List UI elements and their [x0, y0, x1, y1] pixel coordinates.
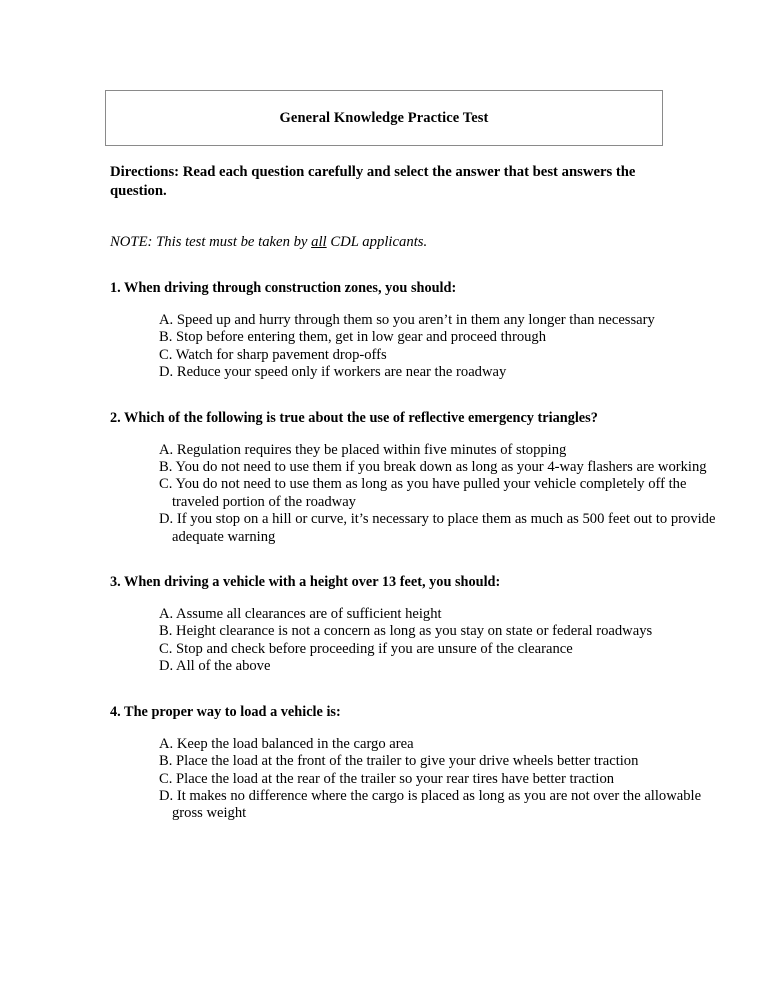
question-text: 2. Which of the following is true about the use of reflective emergency triangles? [110, 409, 598, 426]
note-suffix: CDL applicants. [326, 234, 428, 250]
page-title: General Knowledge Practice Test [279, 109, 489, 126]
answer-options-list [110, 297, 658, 382]
document-body [110, 163, 716, 823]
question-block [110, 546, 658, 676]
answer-option[interactable]: B. Stop before entering them, get in low gear and proceed through [159, 329, 547, 346]
title-box [105, 90, 663, 146]
answer-option[interactable]: C. Stop and check before proceeding if you are unsure of the clearance [159, 640, 573, 657]
answer-option[interactable]: C. Watch for sharp pavement drop-offs [159, 346, 387, 363]
answer-option[interactable]: A. Keep the load balanced in the cargo area [159, 735, 414, 752]
answer-option[interactable]: D. If you stop on a hill or curve, it’s necessary to place them as much as 500 feet out to provide adequate warning [159, 511, 716, 545]
answer-option[interactable]: D. Reduce your speed only if workers are near the roadway [159, 364, 507, 381]
answer-options-list [110, 427, 716, 546]
answer-option[interactable]: B. Height clearance is not a concern as long as you stay on state or federal roadways [159, 623, 653, 640]
question-block [110, 252, 658, 382]
note-paragraph [110, 201, 658, 252]
answer-option[interactable]: B. Place the load at the front of the trailer to give your drive wheels better traction [159, 753, 639, 770]
answer-option[interactable]: C. Place the load at the rear of the trailer so your rear tires have better traction [159, 770, 615, 787]
question-block [110, 382, 716, 546]
answer-option[interactable]: C. You do not need to use them as long as you have pulled your vehicle completely off the traveled portion of the roadway [159, 476, 687, 510]
note-emphasis: all [311, 234, 327, 250]
question-text: 3. When driving a vehicle with a height over 13 feet, you should: [110, 574, 501, 591]
answer-option[interactable]: A. Regulation requires they be placed within five minutes of stopping [159, 441, 567, 458]
directions-paragraph: Directions: Read each question carefully and select the answer that best answers the question. [110, 164, 636, 199]
answer-options-list [110, 721, 702, 823]
answer-option[interactable]: D. It makes no difference where the cargo is placed as long as you are not over the allowable gross weight [159, 787, 702, 822]
answer-option[interactable]: D. All of the above [159, 658, 271, 675]
answer-option[interactable]: A. Assume all clearances are of sufficient height [159, 606, 442, 623]
note-prefix: NOTE: This test must be taken by [110, 234, 312, 250]
question-text: 1. When driving through construction zones, you should: [110, 280, 457, 296]
answer-option[interactable]: B. You do not need to use them if you break down as long as your 4-way flashers are working [159, 459, 707, 476]
answer-options-list [110, 591, 658, 676]
answer-option[interactable]: A. Speed up and hurry through them so you aren’t in them any longer than necessary [159, 312, 655, 328]
question-block [110, 676, 702, 823]
question-text: 4. The proper way to load a vehicle is: [110, 703, 341, 720]
